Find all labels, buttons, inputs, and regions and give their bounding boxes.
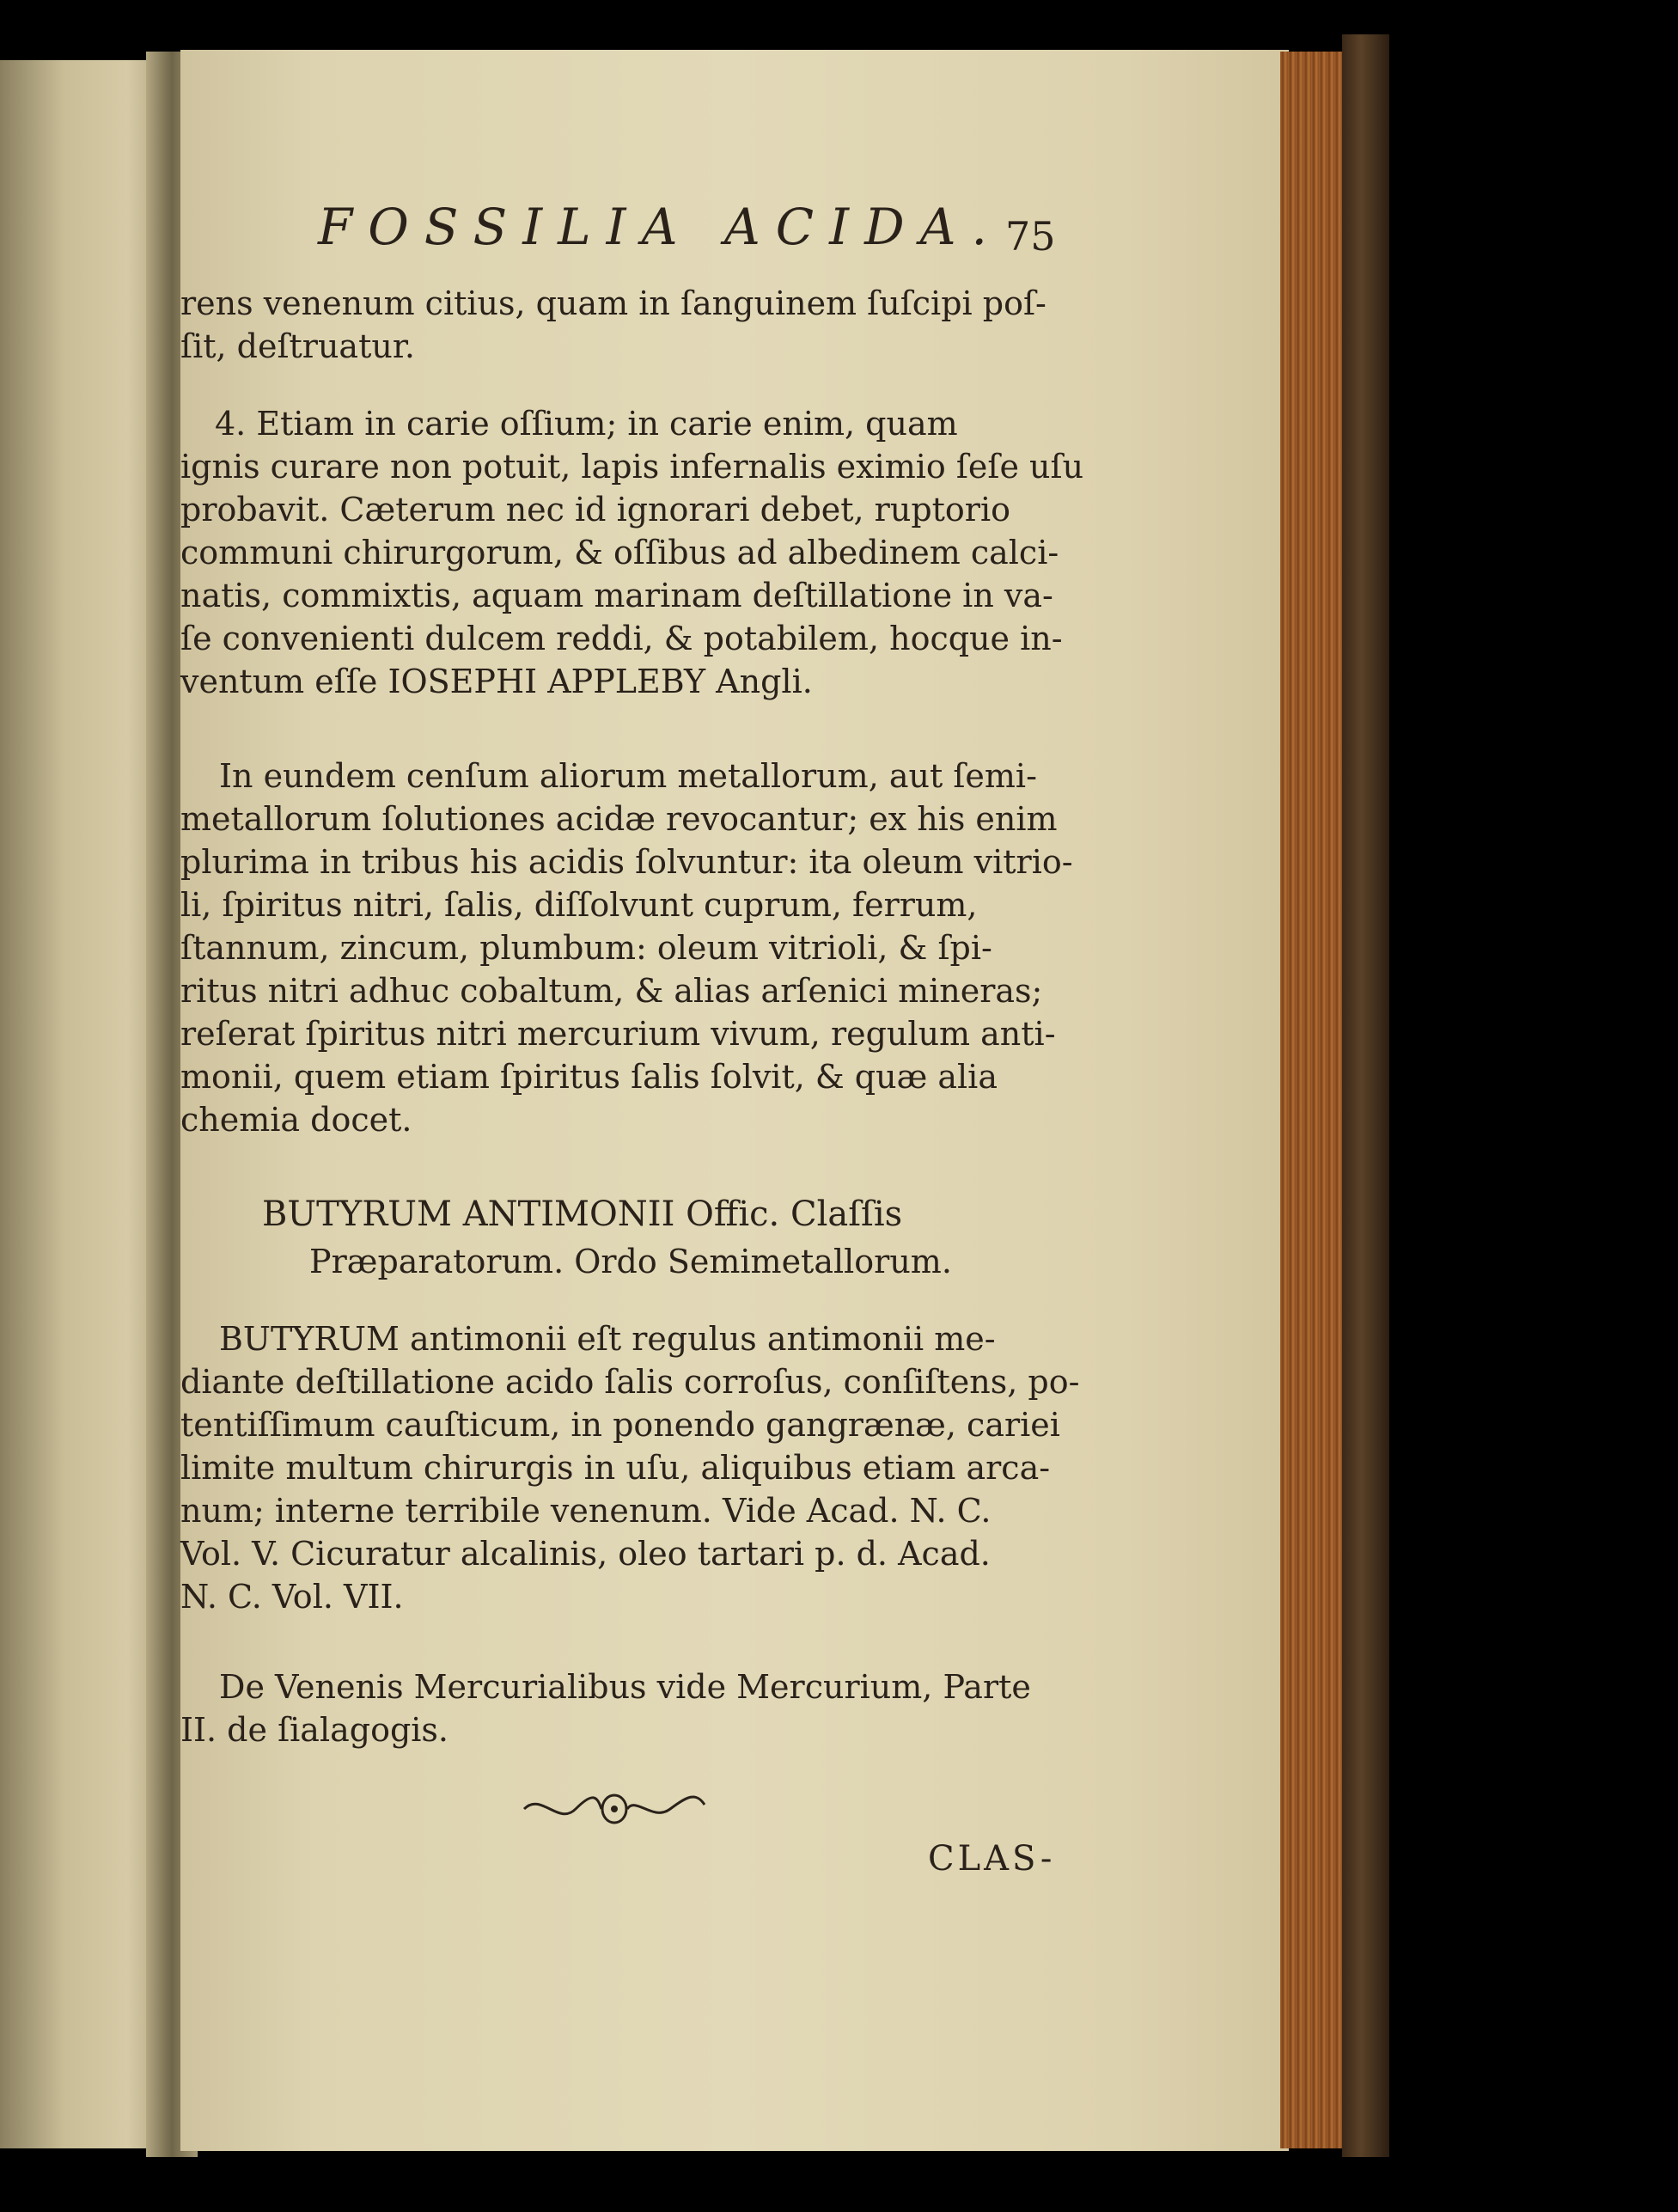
catchword: CLAS- (928, 1839, 1056, 1879)
entry-heading: Præparatorum. Ordo Semimetallorum. (309, 1243, 952, 1280)
body-line: tentiſſimum cauſticum, in ponendo gangrænæ, cariei (180, 1406, 1060, 1444)
entry-heading: BUTYRUM ANTIMONII Offic. Claſſis (262, 1195, 903, 1234)
body-line: plurima in tribus his acidis ſolvuntur: ita oleum vitrio- (180, 843, 1073, 881)
body-line: metallorum ſolutiones acidæ revocantur; ex his enim (180, 800, 1058, 838)
body-line: 4. Etiam in carie oſſium; in carie enim, quam (215, 405, 958, 443)
body-line: ſe convenienti dulcem reddi, & potabilem, hocque in- (180, 620, 1063, 657)
body-line: li, ſpiritus nitri, ſalis, diſſolvunt cuprum, ferrum, (180, 886, 978, 924)
body-line: rens venenum citius, quam in ſanguinem ſuſcipi poſ- (180, 284, 1046, 322)
body-line: II. de ſialagogis. (180, 1711, 449, 1749)
running-title: FOSSILIA ACIDA. (318, 198, 1003, 256)
page-edges (1280, 52, 1345, 2148)
body-line: ſtannum, zincum, plumbum: oleum vitrioli, & ſpi- (180, 929, 992, 967)
printer-ornament (516, 1787, 713, 1830)
body-line: N. C. Vol. VII. (180, 1578, 404, 1616)
body-line: BUTYRUM antimonii eſt regulus antimonii me- (219, 1320, 996, 1358)
body-line: probavit. Cæterum nec id ignorari debet, ruptorio (180, 491, 1010, 529)
body-line: num; interne terribile venenum. Vide Acad. N. C. (180, 1492, 992, 1530)
body-line: De Venenis Mercurialibus vide Mercurium, Parte (219, 1668, 1031, 1706)
body-line: communi chirurgorum, & oſſibus ad albedinem calci- (180, 534, 1059, 571)
body-line: ritus nitri adhuc cobaltum, & alias arſenici mineras; (180, 972, 1043, 1010)
body-line: ſit, deſtruatur. (180, 327, 415, 365)
book-cover (1342, 34, 1389, 2157)
body-line: reſerat ſpiritus nitri mercurium vivum, regulum anti- (180, 1015, 1056, 1053)
facing-page (0, 60, 159, 2148)
body-line: ignis curare non potuit, lapis infernalis eximio ſeſe uſu (180, 448, 1084, 486)
body-line: Vol. V. Cicuratur alcalinis, oleo tartari p. d. Acad. (180, 1535, 991, 1573)
body-line: natis, commixtis, aquam marinam deſtillatione in va- (180, 577, 1053, 614)
body-line: diante deſtillatione acido ſalis corroſus, conſiſtens, po- (180, 1363, 1080, 1401)
body-line: ventum eſſe IOSEPHI APPLEBY Angli. (180, 663, 813, 700)
body-line: monii, quem etiam ſpiritus ſalis ſolvit, & quæ alia (180, 1058, 998, 1096)
body-line: chemia docet. (180, 1101, 412, 1139)
page-number: 75 (1005, 213, 1056, 260)
body-line: In eundem cenſum aliorum metallorum, aut ſemi- (219, 757, 1037, 795)
body-line: limite multum chirurgis in uſu, aliquibus etiam arca- (180, 1449, 1051, 1487)
